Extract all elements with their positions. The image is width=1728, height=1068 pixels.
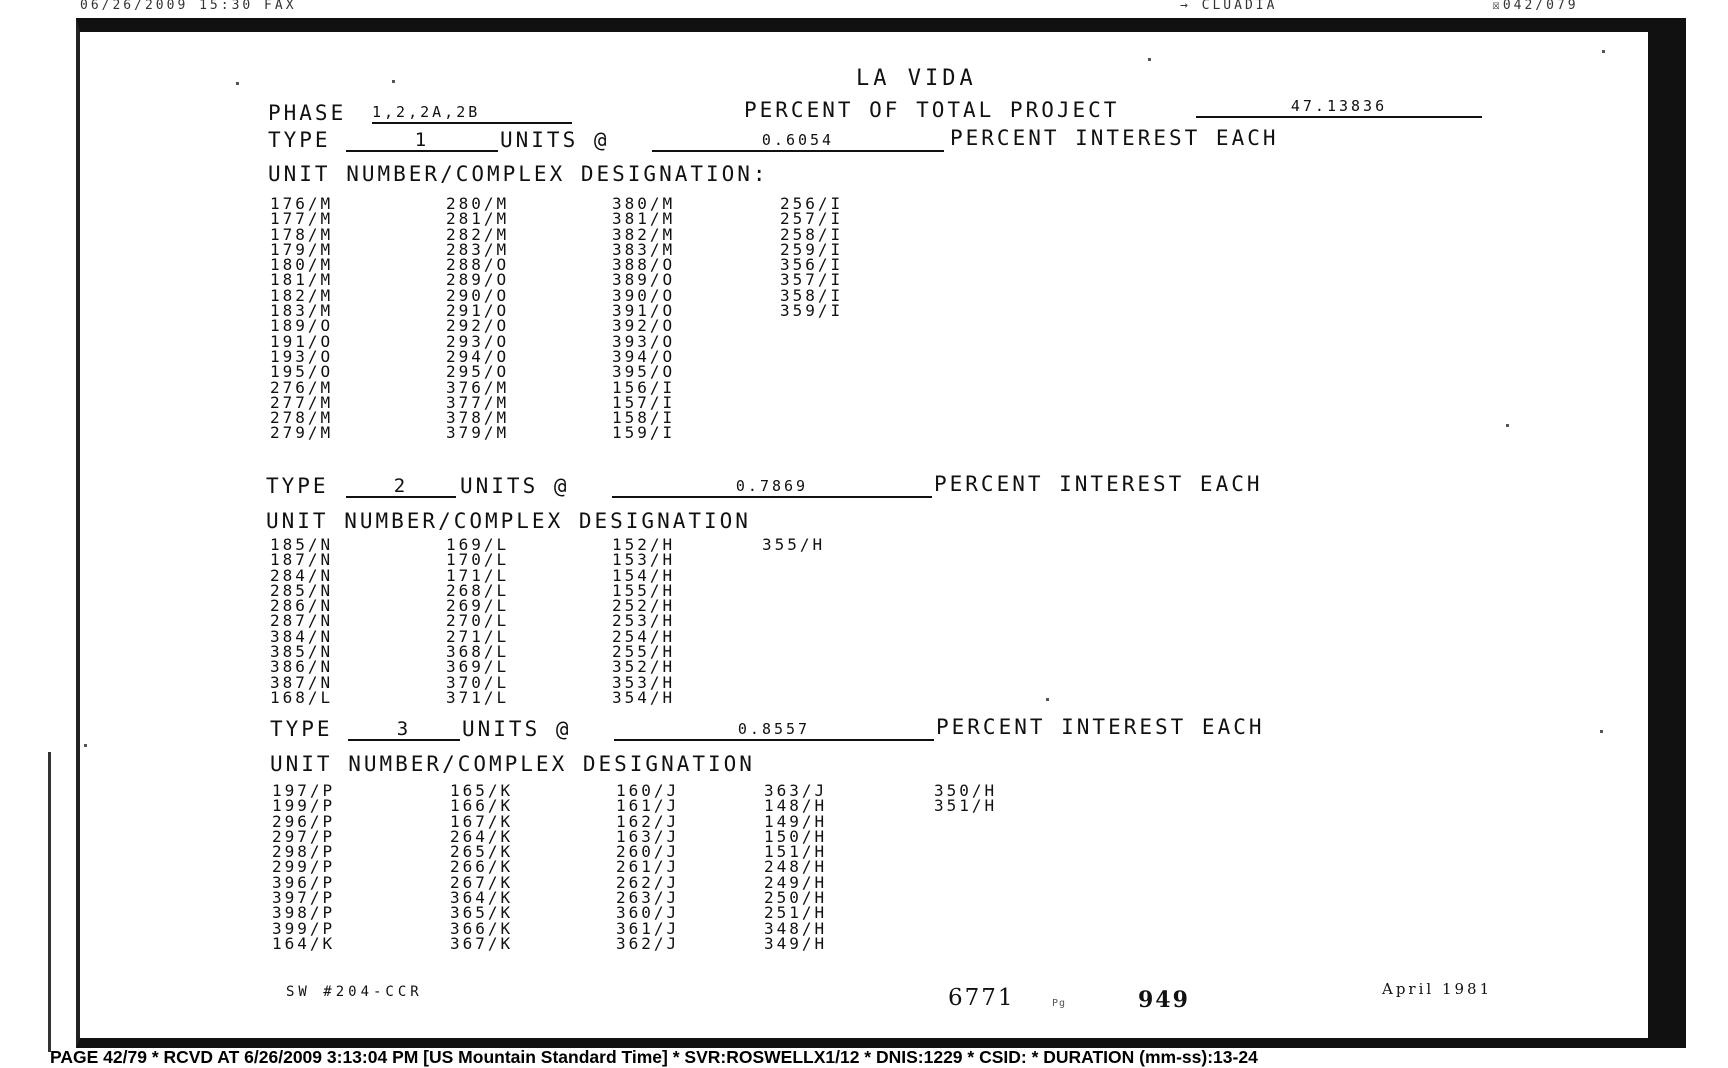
unit-designation: 259/I: [780, 239, 844, 259]
page-number: 949: [1138, 987, 1190, 1013]
unit-designation: 384/N: [270, 626, 334, 646]
unit-designation: 268/L: [446, 580, 510, 600]
unit-designation: 380/M: [612, 194, 676, 213]
unit-designation: 351/H: [934, 796, 998, 816]
unit-designation: 281/M: [446, 209, 510, 229]
type-value: 2: [346, 476, 456, 498]
unit-designation: 394/O: [612, 346, 676, 366]
unit-designation: 165/K: [450, 781, 514, 800]
unit-designation: 277/M: [270, 392, 334, 412]
unit-designation: 155/H: [612, 580, 676, 600]
unit-designation: 298/P: [272, 842, 336, 862]
unit-designation: 278/M: [270, 408, 334, 428]
type-value: 3: [348, 719, 460, 741]
unit-designation: 283/M: [446, 239, 510, 259]
unit-designation: 292/O: [446, 316, 510, 336]
unit-designation: 280/M: [446, 194, 510, 213]
unit-designation: 355/H: [762, 535, 826, 554]
units-label: UNITS @: [462, 717, 572, 741]
unit-designation: 293/O: [446, 331, 510, 351]
scan-speck: [1046, 698, 1049, 701]
unit-column: [762, 537, 825, 552]
unit-designation: 257/I: [780, 209, 844, 229]
unit-column: [446, 537, 509, 705]
unit-designation: 256/I: [780, 194, 844, 213]
scan-speck: [1602, 50, 1605, 53]
unit-designation: 151/H: [764, 842, 828, 862]
unit-designation: 295/O: [446, 362, 510, 382]
unit-designation: 368/L: [446, 642, 510, 662]
unit-designation: 152/H: [612, 535, 676, 554]
type-label: TYPE: [270, 717, 333, 741]
unit-designation: 166/K: [450, 796, 514, 816]
unit-designation: 367/K: [450, 933, 514, 953]
unit-designation: 287/N: [270, 611, 334, 631]
unit-designation: 162/J: [616, 811, 680, 831]
unit-designation: 353/H: [612, 672, 676, 692]
unit-designation: 267/K: [450, 872, 514, 892]
unit-designation: 182/M: [270, 285, 334, 305]
phase-label: PHASE: [268, 101, 347, 125]
unit-designation: 149/H: [764, 811, 828, 831]
unit-designation: 398/P: [272, 903, 336, 923]
unit-designation: 262/J: [616, 872, 680, 892]
unit-designation: 177/M: [270, 209, 334, 229]
unit-column: [446, 196, 509, 441]
unit-designation: 361/J: [616, 918, 680, 938]
unit-designation: 383/M: [612, 239, 676, 259]
interest-label: PERCENT INTEREST EACH: [934, 472, 1263, 496]
unit-designation: 369/L: [446, 657, 510, 677]
unit-designation: 399/P: [272, 918, 336, 938]
checkbox-icon: ☒: [1492, 0, 1503, 13]
unit-designation: 289/O: [446, 270, 510, 290]
unit-designation: 356/I: [780, 255, 844, 275]
unit-designation: 248/H: [764, 857, 828, 877]
unit-column: [780, 194, 844, 321]
unit-designation: 276/M: [270, 377, 334, 397]
unit-designation: 199/P: [272, 796, 336, 816]
unit-designation: 285/N: [270, 580, 334, 600]
phase-value: 1,2,2A,2B: [372, 102, 572, 124]
unit-designation: 381/M: [612, 209, 676, 229]
scan-speck: [1148, 58, 1151, 61]
unit-designation: 161/J: [616, 796, 680, 816]
unit-designation: 350/H: [934, 781, 998, 800]
unit-designation: 157/I: [612, 392, 676, 412]
unit-column: [270, 196, 333, 441]
unit-designation: 266/K: [450, 857, 514, 877]
unit-designation: 265/K: [450, 842, 514, 862]
unit-designation: 290/O: [446, 285, 510, 305]
fax-page-counter: ☒042/079: [1492, 0, 1579, 13]
unit-column: [272, 783, 335, 951]
type-value: 1: [346, 130, 498, 152]
unit-designation: 183/M: [270, 301, 334, 321]
unit-column: [612, 537, 675, 705]
unit-column: [270, 537, 333, 705]
unit-designation: 158/I: [612, 408, 676, 428]
unit-designation: 370/L: [446, 672, 510, 692]
unit-designation: 163/J: [616, 826, 680, 846]
interest-value: 0.8557: [614, 719, 934, 741]
unit-designation: 357/I: [780, 270, 844, 290]
scan-speck: [236, 82, 239, 85]
unit-designation: 258/I: [780, 224, 844, 244]
unit-designation: 358/I: [780, 285, 844, 305]
unit-designation: 363/J: [764, 781, 828, 800]
unit-designation: 371/L: [446, 687, 510, 707]
unit-designation: 378/M: [446, 408, 510, 428]
fax-recipient: → CLUADIA: [1180, 0, 1278, 13]
book-page-separator: Pg: [1052, 998, 1067, 1009]
unit-designation: 261/J: [616, 857, 680, 877]
unit-designation: 270/L: [446, 611, 510, 631]
document-title: LA VIDA: [856, 66, 977, 91]
unit-designation: 360/J: [616, 903, 680, 923]
unit-designation: 185/N: [270, 535, 334, 554]
designation-label: UNIT NUMBER/COMPLEX DESIGNATION: [266, 509, 751, 533]
unit-designation: 150/H: [764, 826, 828, 846]
unit-column: [612, 196, 675, 441]
unit-designation: 148/H: [764, 796, 828, 816]
unit-column: [450, 783, 513, 951]
fax-datetime: 06/26/2009 15:30 FAX: [80, 0, 297, 13]
unit-designation: 179/M: [270, 239, 334, 259]
unit-designation: 397/P: [272, 888, 336, 908]
type-label: TYPE: [266, 474, 329, 498]
unit-column: [934, 783, 997, 814]
unit-designation: 167/K: [450, 811, 514, 831]
document-reference: SW #204-CCR: [286, 984, 423, 1000]
unit-designation: 160/J: [616, 781, 680, 800]
unit-designation: 297/P: [272, 826, 336, 846]
unit-designation: 170/L: [446, 550, 510, 570]
unit-designation: 249/H: [764, 872, 828, 892]
unit-designation: 395/O: [612, 362, 676, 382]
unit-designation: 254/H: [612, 626, 676, 646]
unit-designation: 279/M: [270, 423, 334, 443]
unit-designation: 362/J: [616, 933, 680, 953]
unit-designation: 379/M: [446, 423, 510, 443]
scan-speck: [1600, 730, 1603, 733]
unit-designation: 388/O: [612, 255, 676, 275]
unit-designation: 255/H: [612, 642, 676, 662]
unit-designation: 288/O: [446, 255, 510, 275]
unit-designation: 253/H: [612, 611, 676, 631]
unit-designation: 376/M: [446, 377, 510, 397]
unit-column: [616, 783, 679, 951]
unit-designation: 260/J: [616, 842, 680, 862]
unit-designation: 385/N: [270, 642, 334, 662]
unit-designation: 168/L: [270, 687, 334, 707]
unit-designation: 181/M: [270, 270, 334, 290]
unit-designation: 187/N: [270, 550, 334, 570]
interest-label: PERCENT INTEREST EACH: [936, 715, 1265, 739]
unit-designation: 271/L: [446, 626, 510, 646]
unit-designation: 296/P: [272, 811, 336, 831]
unit-designation: 251/H: [764, 903, 828, 923]
unit-designation: 386/N: [270, 657, 334, 677]
unit-designation: 359/I: [780, 301, 844, 321]
unit-designation: 282/M: [446, 224, 510, 244]
unit-designation: 153/H: [612, 550, 676, 570]
unit-designation: 377/M: [446, 392, 510, 412]
unit-designation: 354/H: [612, 687, 676, 707]
unit-designation: 391/O: [612, 301, 676, 321]
unit-designation: 195/O: [270, 362, 334, 382]
scan-speck: [84, 744, 87, 747]
percent-total-value: 47.13836: [1196, 96, 1482, 118]
unit-column: [764, 783, 827, 951]
interest-value: 0.6054: [652, 130, 944, 152]
unit-designation: 382/M: [612, 224, 676, 244]
unit-designation: 250/H: [764, 888, 828, 908]
units-label: UNITS @: [500, 128, 610, 152]
scan-speck: [1506, 424, 1509, 427]
unit-designation: 387/N: [270, 672, 334, 692]
unit-designation: 364/K: [450, 888, 514, 908]
unit-designation: 263/J: [616, 888, 680, 908]
unit-designation: 299/P: [272, 857, 336, 877]
unit-designation: 284/N: [270, 565, 334, 585]
unit-designation: 164/K: [272, 933, 336, 953]
unit-designation: 264/K: [450, 826, 514, 846]
document-date: April 1981: [1382, 980, 1493, 998]
unit-designation: 189/O: [270, 316, 334, 336]
unit-designation: 252/H: [612, 596, 676, 616]
unit-designation: 169/L: [446, 535, 510, 554]
interest-label: PERCENT INTEREST EACH: [950, 126, 1279, 150]
designation-label: UNIT NUMBER/COMPLEX DESIGNATION: [270, 752, 755, 776]
unit-designation: 349/H: [764, 933, 828, 953]
unit-designation: 156/I: [612, 377, 676, 397]
book-number: 6771: [948, 985, 1015, 1011]
unit-designation: 390/O: [612, 285, 676, 305]
unit-designation: 197/P: [272, 781, 336, 800]
unit-designation: 191/O: [270, 331, 334, 351]
unit-designation: 396/P: [272, 872, 336, 892]
unit-designation: 294/O: [446, 346, 510, 366]
designation-label: UNIT NUMBER/COMPLEX DESIGNATION:: [268, 162, 769, 186]
unit-designation: 176/M: [270, 194, 334, 213]
unit-designation: 389/O: [612, 270, 676, 290]
units-label: UNITS @: [460, 474, 570, 498]
unit-designation: 159/I: [612, 423, 676, 443]
unit-designation: 393/O: [612, 331, 676, 351]
unit-designation: 365/K: [450, 903, 514, 923]
unit-designation: 171/L: [446, 565, 510, 585]
unit-designation: 352/H: [612, 657, 676, 677]
interest-value: 0.7869: [612, 476, 932, 498]
unit-designation: 392/O: [612, 316, 676, 336]
unit-designation: 180/M: [270, 255, 334, 275]
fax-transmission-footer: PAGE 42/79 * RCVD AT 6/26/2009 3:13:04 PM [US Mountain Standard Time] * SVR:ROSWELLX1/12 * DNIS:1229 * CSID: * DURATION (mm-ss):13-24: [50, 1047, 1258, 1067]
unit-designation: 286/N: [270, 596, 334, 616]
unit-designation: 193/O: [270, 346, 334, 366]
unit-designation: 348/H: [764, 918, 828, 938]
percent-total-label: PERCENT OF TOTAL PROJECT: [744, 98, 1120, 122]
unit-designation: 154/H: [612, 565, 676, 585]
scan-speck: [392, 80, 395, 83]
unit-designation: 366/K: [450, 918, 514, 938]
unit-designation: 178/M: [270, 224, 334, 244]
unit-designation: 269/L: [446, 596, 510, 616]
unit-designation: 291/O: [446, 301, 510, 321]
type-label: TYPE: [268, 128, 331, 152]
